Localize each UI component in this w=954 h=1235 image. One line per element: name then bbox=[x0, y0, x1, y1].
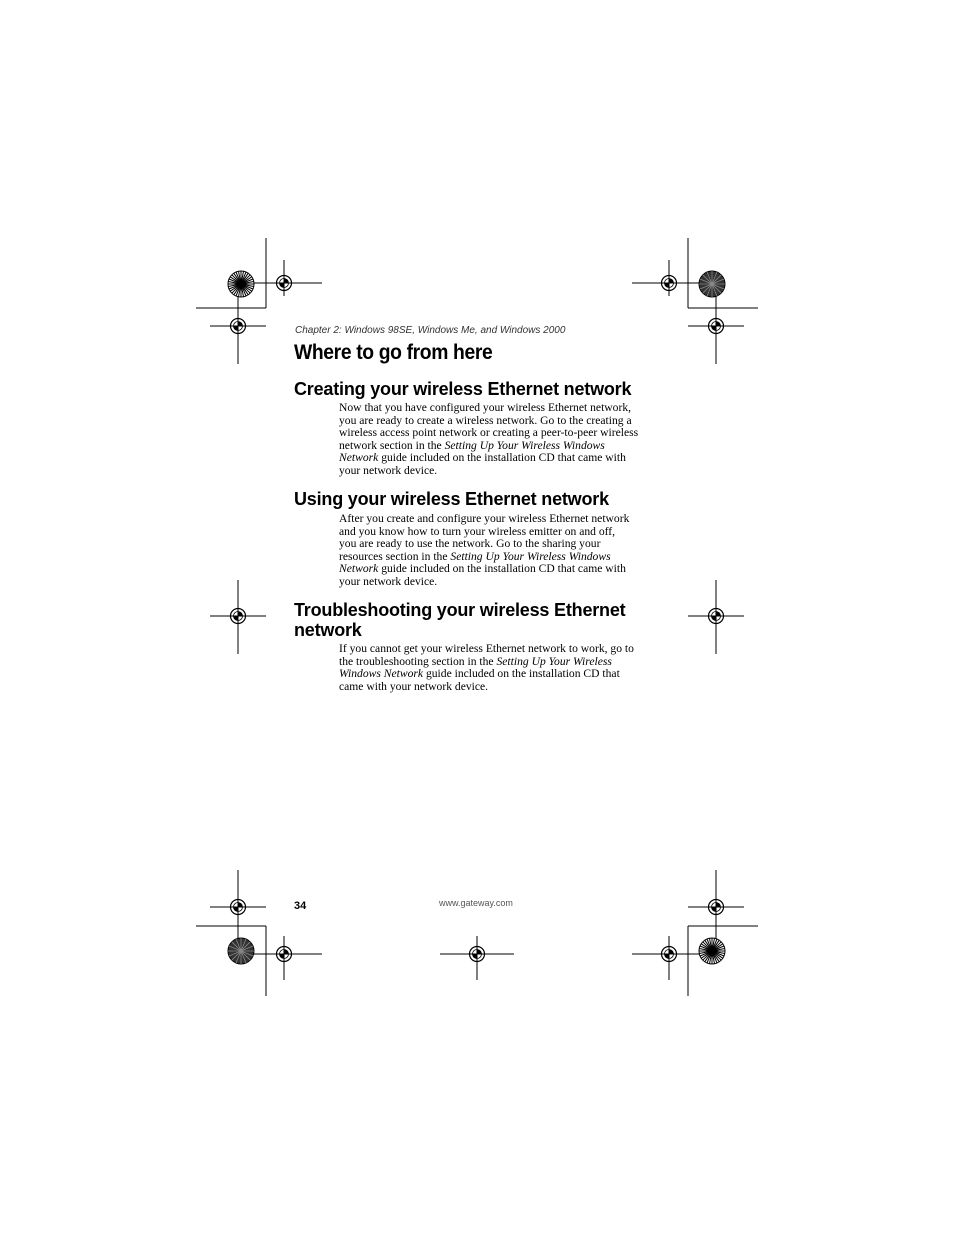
body-line bbox=[339, 668, 669, 681]
guide-title-italic: Network bbox=[339, 451, 379, 464]
body-line: and you know how to turn your wireless emitter on and off, bbox=[339, 524, 616, 538]
body-line bbox=[339, 563, 669, 576]
guide-title-italic: Network bbox=[339, 562, 379, 575]
heading-line: Creating your wireless Ethernet network bbox=[294, 379, 632, 399]
text-run: guide included on the installation CD that bbox=[423, 667, 620, 680]
body-line: you are ready to create a wireless network. Go to the creating a bbox=[339, 413, 632, 427]
text-run: the troubleshooting section in the bbox=[339, 654, 497, 668]
body-line: came with your network device. bbox=[339, 679, 489, 693]
body-line: After you create and configure your wireless Ethernet network bbox=[339, 512, 630, 525]
section-body-creating bbox=[339, 402, 669, 477]
body-line bbox=[339, 452, 669, 465]
text-run: resources section in the bbox=[339, 549, 451, 563]
footer-url: www.gateway.com bbox=[439, 898, 513, 908]
section-heading-troubleshooting bbox=[294, 600, 674, 640]
guide-title-italic: Setting Up Your Wireless Windows bbox=[444, 438, 605, 452]
text-run: guide included on the installation CD that came with bbox=[378, 562, 626, 575]
section-body-troubleshooting bbox=[339, 643, 669, 693]
heading-line: Troubleshooting your wireless Ethernet bbox=[294, 600, 626, 620]
guide-title-italic: Setting Up Your Wireless Windows bbox=[450, 549, 611, 563]
guide-title-italic: Setting Up Your Wireless bbox=[496, 654, 612, 668]
page-title: Where to go from here bbox=[294, 341, 493, 364]
heading-line: Using your wireless Ethernet network bbox=[294, 489, 609, 509]
text-run: guide included on the installation CD that came with bbox=[378, 451, 626, 464]
body-line: Now that you have configured your wireless Ethernet network, bbox=[339, 401, 632, 414]
guide-title-italic: Windows Network bbox=[339, 667, 424, 680]
section-heading-using bbox=[294, 489, 674, 509]
body-line: you are ready to use the network. Go to the sharing your bbox=[339, 537, 601, 550]
body-line: your network device. bbox=[339, 463, 438, 477]
body-line: wireless access point network or creating a peer-to-peer wireless bbox=[339, 426, 639, 439]
page-number: 34 bbox=[294, 900, 307, 912]
chapter-header: Chapter 2: Windows 98SE, Windows Me, and Windows 2000 bbox=[295, 325, 566, 336]
body-line: your network device. bbox=[339, 574, 438, 588]
text-run: network section in the bbox=[339, 438, 445, 452]
section-heading-creating bbox=[294, 379, 674, 399]
heading-line: network bbox=[294, 620, 362, 640]
body-line: If you cannot get your wireless Ethernet network to work, go to bbox=[339, 642, 634, 655]
section-body-using bbox=[339, 513, 669, 588]
